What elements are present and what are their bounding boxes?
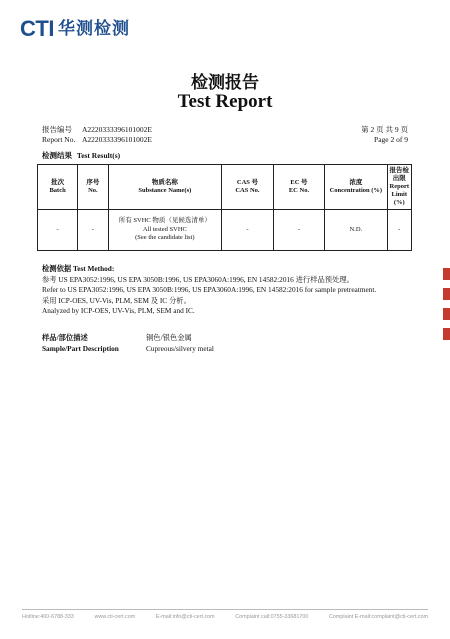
company-logo (20, 18, 130, 40)
title-english: Test Report (177, 91, 273, 112)
sample-value-en: Cupreous/silvery metal (146, 343, 214, 353)
footer-email: E-mail:info@cti-cert.com (155, 614, 215, 620)
report-no-label-en: Report No. (42, 135, 76, 144)
header-ec: EC 号 EC No. (273, 165, 324, 210)
title-chinese: 检测报告 (191, 73, 259, 93)
result-heading-en: Test Result(s) (76, 151, 121, 160)
header-no: 序号 No. (78, 165, 108, 210)
sample-value-cn: 铜色/银色金属 (146, 333, 192, 342)
method-heading-en: Test Method: (73, 264, 115, 273)
report-no-value-2: A2220333396101002E (82, 135, 152, 144)
table-row (38, 210, 412, 251)
header-batch: 批次 Batch (38, 165, 78, 210)
page-number-en: Page 2 of 9 (374, 135, 408, 144)
header-substance: 物质名称 Substance Name(s) (108, 165, 222, 210)
cell-batch: - (38, 210, 78, 251)
cell-no: - (78, 210, 108, 251)
sample-label-cn: 样品/部位描述 (42, 333, 88, 342)
footer-website: www.cti-cert.com (94, 614, 136, 620)
cell-report-limit: - (387, 210, 412, 251)
page-number-cn: 第 2 页 共 9 页 (361, 125, 408, 134)
sample-description-block (42, 333, 214, 354)
test-method-block (42, 264, 422, 317)
logo-latin: CTI (20, 16, 54, 41)
cell-concentration: N.D. (325, 210, 387, 251)
substance-cn: 所有 SVHC 物质（见候选清单） (118, 217, 211, 225)
cell-ec: - (273, 210, 324, 251)
report-number-block (42, 125, 152, 145)
substance-en-1: All tested SVHC (142, 225, 187, 233)
report-no-label-cn: 报告编号 (42, 125, 72, 134)
method-line-3: 采用 ICP-OES, UV-Vis, PLM, SEM 及 IC 分析。 (42, 295, 191, 305)
result-heading (42, 150, 120, 161)
substance-en-2: (See the candidate list) (135, 234, 195, 242)
result-table (37, 164, 412, 251)
method-line-1: 参考 US EPA3052:1996, US EPA 3050B:1996, US EPA3060A:1996, EN 14582:2016 进行样品预处理。 (42, 274, 354, 284)
footer-hotline: Hotline:400-6788-333 (22, 614, 74, 620)
footer (22, 614, 428, 620)
method-line-4: Analyzed by ICP-OES, UV-Vis, PLM, SEM and IC. (42, 306, 195, 315)
sample-label-en: Sample/Part Description (42, 343, 119, 353)
footer-divider (22, 609, 428, 610)
edge-marks (443, 268, 450, 358)
logo-chinese: 华测检测 (57, 18, 130, 39)
cell-substance (108, 210, 222, 251)
result-heading-cn: 检测结果 (42, 151, 72, 160)
cell-cas: - (222, 210, 274, 251)
footer-complaint-call: Complaint call:0755-33681700 (235, 614, 309, 620)
page-number-block (361, 125, 408, 145)
report-no-value: A2220333396101002E (82, 125, 152, 134)
header-concentration: 浓度 Concentration (%) (325, 165, 387, 210)
method-line-2: Refer to US EPA3052:1996, US EPA 3050B:1996, US EPA3060A:1996, EN 14582:2016 for sample pretreatment. (42, 285, 377, 294)
header-report-limit: 报告检出限 Report Limit (%) (387, 165, 412, 210)
method-heading-cn: 检测依据 (42, 264, 72, 273)
header-cas: CAS 号 CAS No. (222, 165, 274, 210)
footer-complaint-email: Complaint E-mail:complaint@cti-cert.com (329, 614, 428, 620)
table-header-row (38, 165, 412, 210)
